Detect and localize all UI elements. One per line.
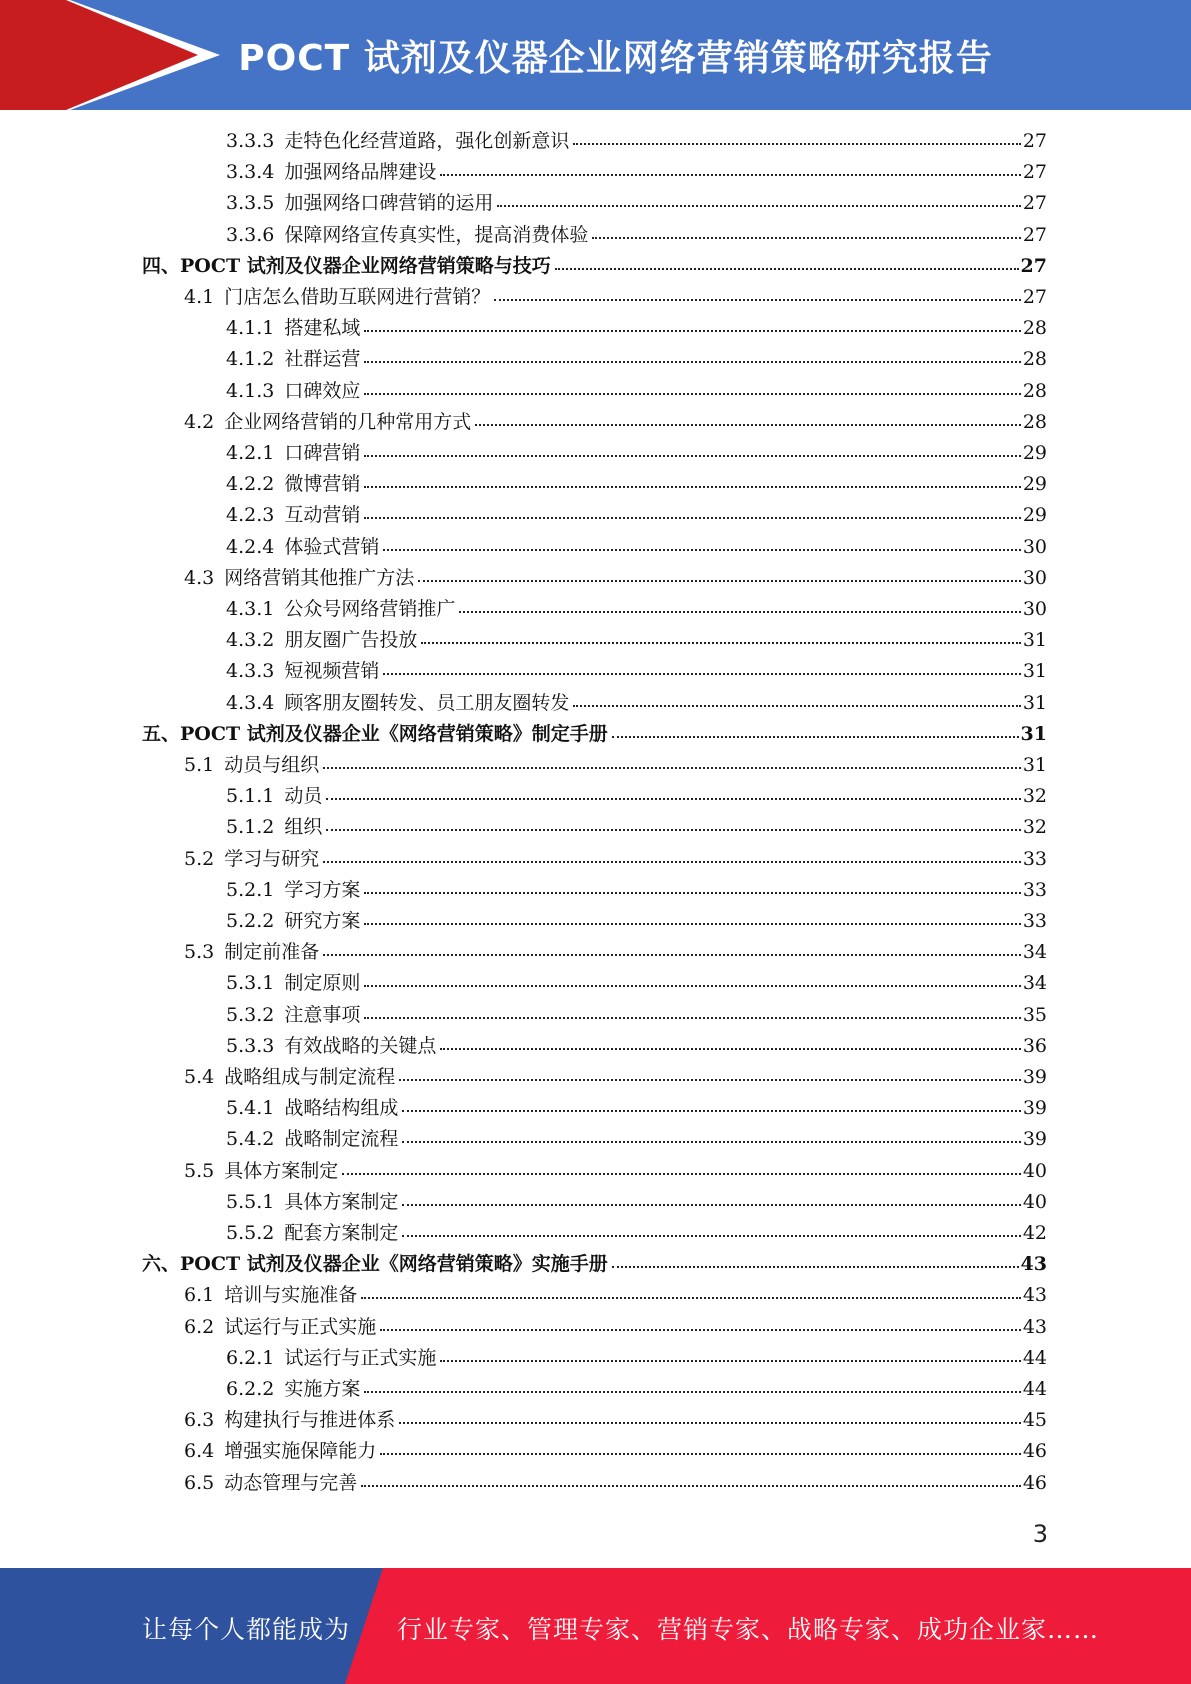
toc-entry[interactable]	[184, 563, 1047, 594]
toc-entry-page: 36	[1022, 1034, 1047, 1057]
toc-leader-dots	[380, 1439, 1021, 1455]
toc-entry-title: 口碑效应	[284, 379, 361, 402]
toc-entry-number: 5.3	[184, 941, 215, 964]
toc-entry-title: 朋友圈广告投放	[284, 629, 418, 652]
toc-entry-title: 配套方案制定	[284, 1222, 399, 1244]
toc-leader-dots	[573, 691, 1020, 707]
toc-leader-dots	[323, 753, 1021, 769]
toc-leader-dots	[573, 129, 1020, 145]
toc-entry-page: 35	[1022, 1003, 1047, 1026]
toc-entry-page: 33	[1022, 847, 1047, 870]
toc-entry-page: 31	[1022, 660, 1047, 683]
toc-leader-dots	[380, 1315, 1021, 1331]
toc-entry-title: 战略制定流程	[284, 1128, 399, 1151]
toc-entry-number: 4.2.3	[226, 504, 275, 527]
toc-entry-number: 5.4.2	[226, 1128, 275, 1151]
toc-entry-title: 网络营销其他推广方法	[224, 566, 415, 589]
report-title: POCT 试剂及仪器企业网络营销策略研究报告	[238, 38, 993, 79]
toc-entry-page: 27	[1020, 254, 1047, 277]
toc-entry-page: 39	[1022, 1128, 1047, 1151]
toc-entry-title: 战略结构组成	[284, 1097, 399, 1120]
toc-entry-number: 4.3.4	[226, 691, 275, 714]
toc-entry-title: 增强实施保障能力	[224, 1440, 377, 1463]
toc-entry-page: 30	[1022, 535, 1047, 558]
toc-entry-page: 43	[1022, 1284, 1047, 1307]
toc-entry-page: 32	[1022, 816, 1047, 839]
toc-entry-number: 5.5.1	[226, 1190, 275, 1213]
toc-entry-number: 3.3.6	[226, 223, 275, 246]
toc-entry[interactable]	[226, 313, 1047, 344]
toc-entry-number: 4.1	[184, 286, 215, 308]
toc-entry-number: 4.1.2	[226, 348, 275, 371]
toc-entry-page: 30	[1022, 598, 1047, 620]
toc-entry-title: 战略组成与制定流程	[224, 1066, 396, 1088]
toc-leader-dots	[364, 909, 1020, 925]
toc-leader-dots	[402, 1221, 1020, 1237]
toc-entry[interactable]	[184, 1405, 1047, 1436]
toc-entry-number: 5.5.2	[226, 1222, 275, 1244]
toc-entry-title: POCT 试剂及仪器企业《网络营销策略》制定手册	[180, 722, 608, 745]
toc-entry-title: 加强网络品牌建设	[284, 161, 437, 184]
toc-entry-title: 走特色化经营道路，强化创新意识	[284, 130, 570, 152]
toc-entry-page: 32	[1022, 785, 1047, 808]
toc-entry-title: 社群运营	[284, 348, 361, 371]
toc-entry[interactable]	[226, 1218, 1047, 1249]
toc-entry[interactable]	[226, 1374, 1047, 1405]
toc-entry-title: 制定前准备	[224, 941, 320, 964]
toc-entry-page: 42	[1022, 1222, 1047, 1244]
toc-entry-number: 4.1.1	[226, 317, 275, 340]
toc-entry[interactable]	[142, 251, 1047, 282]
toc-entry-title: 具体方案制定	[284, 1190, 399, 1213]
toc-entry[interactable]	[226, 438, 1047, 469]
toc-entry[interactable]	[226, 656, 1047, 687]
toc-leader-dots	[383, 535, 1020, 551]
toc-entry-title: 培训与实施准备	[224, 1284, 358, 1307]
toc-leader-dots	[418, 566, 1021, 582]
toc-leader-dots	[364, 316, 1020, 332]
toc-leader-dots	[402, 1127, 1020, 1143]
toc-leader-dots	[612, 1252, 1019, 1268]
toc-entry-number: 4.3.2	[226, 629, 275, 652]
toc-entry-title: POCT 试剂及仪器企业《网络营销策略》实施手册	[180, 1253, 608, 1276]
toc-entry[interactable]	[226, 1000, 1047, 1031]
toc-entry-number: 4.2.1	[226, 442, 275, 464]
toc-entry-number: 3.3.3	[226, 130, 275, 152]
toc-entry-page: 29	[1022, 473, 1047, 496]
toc-entry-page: 27	[1022, 223, 1047, 246]
toc-leader-dots	[592, 223, 1020, 239]
toc-entry-number: 5.4.1	[226, 1097, 275, 1120]
toc-entry-number: 4.3	[184, 566, 215, 589]
toc-entry-number: 5.2.1	[226, 878, 275, 901]
toc-entry-page: 39	[1022, 1066, 1047, 1088]
toc-entry[interactable]	[226, 376, 1047, 407]
toc-entry-number: 5.4	[184, 1066, 215, 1088]
toc-entry[interactable]	[226, 594, 1047, 625]
toc-entry[interactable]	[226, 906, 1047, 937]
toc-leader-dots	[402, 1096, 1020, 1112]
toc-leader-dots	[326, 784, 1020, 800]
toc-entry[interactable]	[226, 157, 1047, 188]
toc-entry-page: 40	[1022, 1159, 1047, 1182]
toc-entry-title: 搭建私域	[284, 317, 361, 340]
toc-entry-title: 动员	[284, 785, 323, 808]
toc-entry-page: 31	[1022, 754, 1047, 776]
page-number: 3	[1032, 1520, 1048, 1548]
toc-leader-dots	[326, 815, 1020, 831]
toc-leader-dots	[399, 1408, 1021, 1424]
toc-entry-title: 具体方案制定	[224, 1159, 339, 1182]
toc-entry[interactable]	[226, 812, 1047, 843]
toc-entry-number: 5.5	[184, 1159, 215, 1182]
toc-entry-number: 5.1	[184, 754, 215, 776]
toc-entry-number: 6.4	[184, 1440, 215, 1463]
toc-entry-number: 4.3.3	[226, 660, 275, 683]
toc-entry-page: 30	[1022, 566, 1047, 589]
toc-entry[interactable]	[226, 781, 1047, 812]
toc-entry-title: 门店怎么借助互联网进行营销？	[224, 286, 491, 308]
toc-entry-page: 44	[1022, 1346, 1047, 1369]
toc-entry-number: 6.1	[184, 1284, 215, 1307]
toc-leader-dots	[555, 254, 1019, 270]
toc-entry[interactable]	[226, 1187, 1047, 1218]
toc-entry-page: 45	[1022, 1409, 1047, 1432]
page-footer	[0, 1568, 1191, 1684]
toc-entry[interactable]	[226, 1093, 1047, 1124]
toc-entry-title: 微博营销	[284, 473, 361, 496]
toc-leader-dots	[399, 1065, 1021, 1081]
toc-entry-number: 6.5	[184, 1471, 215, 1494]
toc-entry-title: POCT 试剂及仪器企业网络营销策略与技巧	[180, 254, 551, 277]
toc-leader-dots	[612, 722, 1019, 738]
toc-entry[interactable]	[226, 532, 1047, 563]
toc-entry-title: 动态管理与完善	[224, 1471, 358, 1494]
toc-leader-dots	[402, 1190, 1020, 1206]
toc-entry[interactable]	[142, 1249, 1047, 1280]
toc-leader-dots	[323, 847, 1021, 863]
toc-entry-number: 4.2.4	[226, 535, 275, 558]
toc-entry[interactable]	[184, 1280, 1047, 1311]
toc-entry[interactable]	[184, 844, 1047, 875]
toc-entry-page: 29	[1022, 442, 1047, 464]
toc-entry-number: 6.2.2	[226, 1378, 275, 1400]
header-arrow	[0, 0, 66, 110]
toc-leader-dots	[364, 472, 1020, 488]
toc-leader-dots	[459, 597, 1020, 613]
toc-leader-dots	[323, 940, 1021, 956]
toc-entry[interactable]	[184, 750, 1047, 781]
toc-entry[interactable]	[226, 688, 1047, 719]
toc-entry[interactable]	[226, 469, 1047, 500]
toc-leader-dots	[383, 659, 1020, 675]
toc-entry-title: 动员与组织	[224, 754, 320, 776]
toc-entry-page: 27	[1022, 286, 1047, 308]
toc-entry-number: 四、	[142, 254, 181, 277]
toc-entry-number: 6.3	[184, 1409, 215, 1432]
toc-entry-title: 口碑营销	[284, 442, 361, 464]
toc-leader-dots	[364, 441, 1020, 457]
toc-leader-dots	[475, 410, 1021, 426]
toc-entry[interactable]	[226, 625, 1047, 656]
toc-entry-page: 31	[1022, 691, 1047, 714]
toc-entry[interactable]	[226, 1343, 1047, 1374]
toc-entry-number: 5.1.2	[226, 816, 275, 839]
toc-entry[interactable]	[226, 1124, 1047, 1155]
toc-entry-number: 六、	[142, 1253, 181, 1276]
toc-entry-title: 互动营销	[284, 504, 361, 527]
toc-entry-number: 3.3.4	[226, 161, 275, 184]
toc-entry-number: 6.2	[184, 1315, 215, 1338]
toc-entry-title: 组织	[284, 816, 323, 839]
toc-entry-page: 33	[1022, 878, 1047, 901]
toc-entry-page: 33	[1022, 910, 1047, 932]
toc-leader-dots	[421, 628, 1020, 644]
toc-entry[interactable]	[226, 188, 1047, 219]
toc-entry-page: 27	[1022, 161, 1047, 184]
toc-entry-title: 有效战略的关键点	[284, 1034, 437, 1057]
toc-entry-title: 实施方案	[284, 1378, 361, 1400]
toc-leader-dots	[364, 1003, 1020, 1019]
toc-entry-page: 28	[1022, 348, 1047, 371]
toc-entry-title: 保障网络宣传真实性，提高消费体验	[284, 223, 589, 246]
toc-leader-dots	[494, 285, 1021, 301]
toc-entry-page: 28	[1022, 379, 1047, 402]
toc-entry-page: 27	[1022, 192, 1047, 215]
toc-entry-page: 43	[1020, 1253, 1047, 1276]
toc-entry-page: 29	[1022, 504, 1047, 527]
toc-entry[interactable]	[184, 1468, 1047, 1499]
toc-entry-page: 39	[1022, 1097, 1047, 1120]
toc-entry[interactable]	[226, 500, 1047, 531]
toc-leader-dots	[440, 160, 1020, 176]
toc-leader-dots	[364, 878, 1020, 894]
toc-entry-number: 3.3.5	[226, 192, 275, 215]
footer-slogan-right: 行业专家、管理专家、营销专家、战略专家、成功企业家……	[397, 1615, 1100, 1644]
toc-entry-title: 研究方案	[284, 910, 361, 932]
toc-entry-title: 试运行与正式实施	[224, 1315, 377, 1338]
toc-entry-number: 4.2	[184, 410, 215, 433]
toc-entry-number: 5.3.1	[226, 972, 275, 995]
toc-entry[interactable]	[226, 875, 1047, 906]
toc-entry[interactable]	[184, 1436, 1047, 1467]
toc-entry-title: 公众号网络营销推广	[284, 598, 456, 620]
toc-entry-title: 加强网络口碑营销的运用	[284, 192, 494, 215]
toc-entry[interactable]	[184, 407, 1047, 438]
toc-entry-number: 5.1.1	[226, 785, 275, 808]
toc-entry-number: 6.2.1	[226, 1346, 275, 1369]
toc-entry-number: 5.2	[184, 847, 215, 870]
toc-entry-page: 46	[1022, 1471, 1047, 1494]
toc-entry-title: 制定原则	[284, 972, 361, 995]
toc-entry-page: 27	[1022, 130, 1047, 152]
toc-entry-number: 4.1.3	[226, 379, 275, 402]
toc-entry-page: 28	[1022, 410, 1047, 433]
toc-entry-number: 5.2.2	[226, 910, 275, 932]
toc-leader-dots	[364, 503, 1020, 519]
toc-entry[interactable]	[184, 282, 1047, 313]
toc-leader-dots	[364, 971, 1020, 987]
toc-entry-page: 44	[1022, 1378, 1047, 1400]
toc-entry[interactable]	[226, 220, 1047, 251]
page-header	[0, 0, 1191, 110]
toc-entry[interactable]	[184, 1156, 1047, 1187]
toc-entry[interactable]	[226, 126, 1047, 157]
toc-entry[interactable]	[184, 1312, 1047, 1343]
toc-entry-page: 40	[1022, 1190, 1047, 1213]
toc-entry-page: 31	[1022, 629, 1047, 652]
toc-entry[interactable]	[226, 344, 1047, 375]
toc-entry[interactable]	[184, 1062, 1047, 1093]
toc-entry-number: 五、	[142, 722, 181, 745]
toc-entry[interactable]	[226, 1031, 1047, 1062]
toc-leader-dots	[440, 1034, 1020, 1050]
footer-slogan-left: 让每个人都能成为	[142, 1615, 351, 1644]
toc-entry-title: 试运行与正式实施	[284, 1346, 437, 1369]
toc-entry-page: 34	[1022, 941, 1047, 964]
toc-entry[interactable]	[184, 937, 1047, 968]
toc-entry-number: 4.2.2	[226, 473, 275, 496]
toc-entry-title: 学习与研究	[224, 847, 320, 870]
toc-entry-page: 31	[1020, 722, 1047, 745]
toc-entry-title: 体验式营销	[284, 535, 380, 558]
toc-entry-title: 构建执行与推进体系	[224, 1409, 396, 1432]
toc-entry-page: 34	[1022, 972, 1047, 995]
toc-entry-number: 5.3.3	[226, 1034, 275, 1057]
toc-entry[interactable]	[142, 719, 1047, 750]
toc-leader-dots	[364, 379, 1020, 395]
toc-entry-number: 5.3.2	[226, 1003, 275, 1026]
toc-entry-title: 短视频营销	[284, 660, 380, 683]
toc-entry-title: 顾客朋友圈转发、员工朋友圈转发	[284, 691, 570, 714]
toc-leader-dots	[364, 347, 1020, 363]
toc-entry-page: 43	[1022, 1315, 1047, 1338]
toc-leader-dots	[440, 1346, 1020, 1362]
toc-leader-dots	[364, 1377, 1020, 1393]
toc-leader-dots	[361, 1283, 1021, 1299]
toc-entry-title: 学习方案	[284, 878, 361, 901]
toc-leader-dots	[342, 1159, 1021, 1175]
toc-leader-dots	[497, 191, 1020, 207]
toc-entry-page: 28	[1022, 317, 1047, 340]
toc-entry[interactable]	[226, 968, 1047, 999]
toc-leader-dots	[361, 1471, 1021, 1487]
toc-entry-page: 46	[1022, 1440, 1047, 1463]
toc-entry-title: 注意事项	[284, 1003, 361, 1026]
toc-entry-title: 企业网络营销的几种常用方式	[224, 410, 472, 433]
toc-entry-number: 4.3.1	[226, 598, 275, 620]
